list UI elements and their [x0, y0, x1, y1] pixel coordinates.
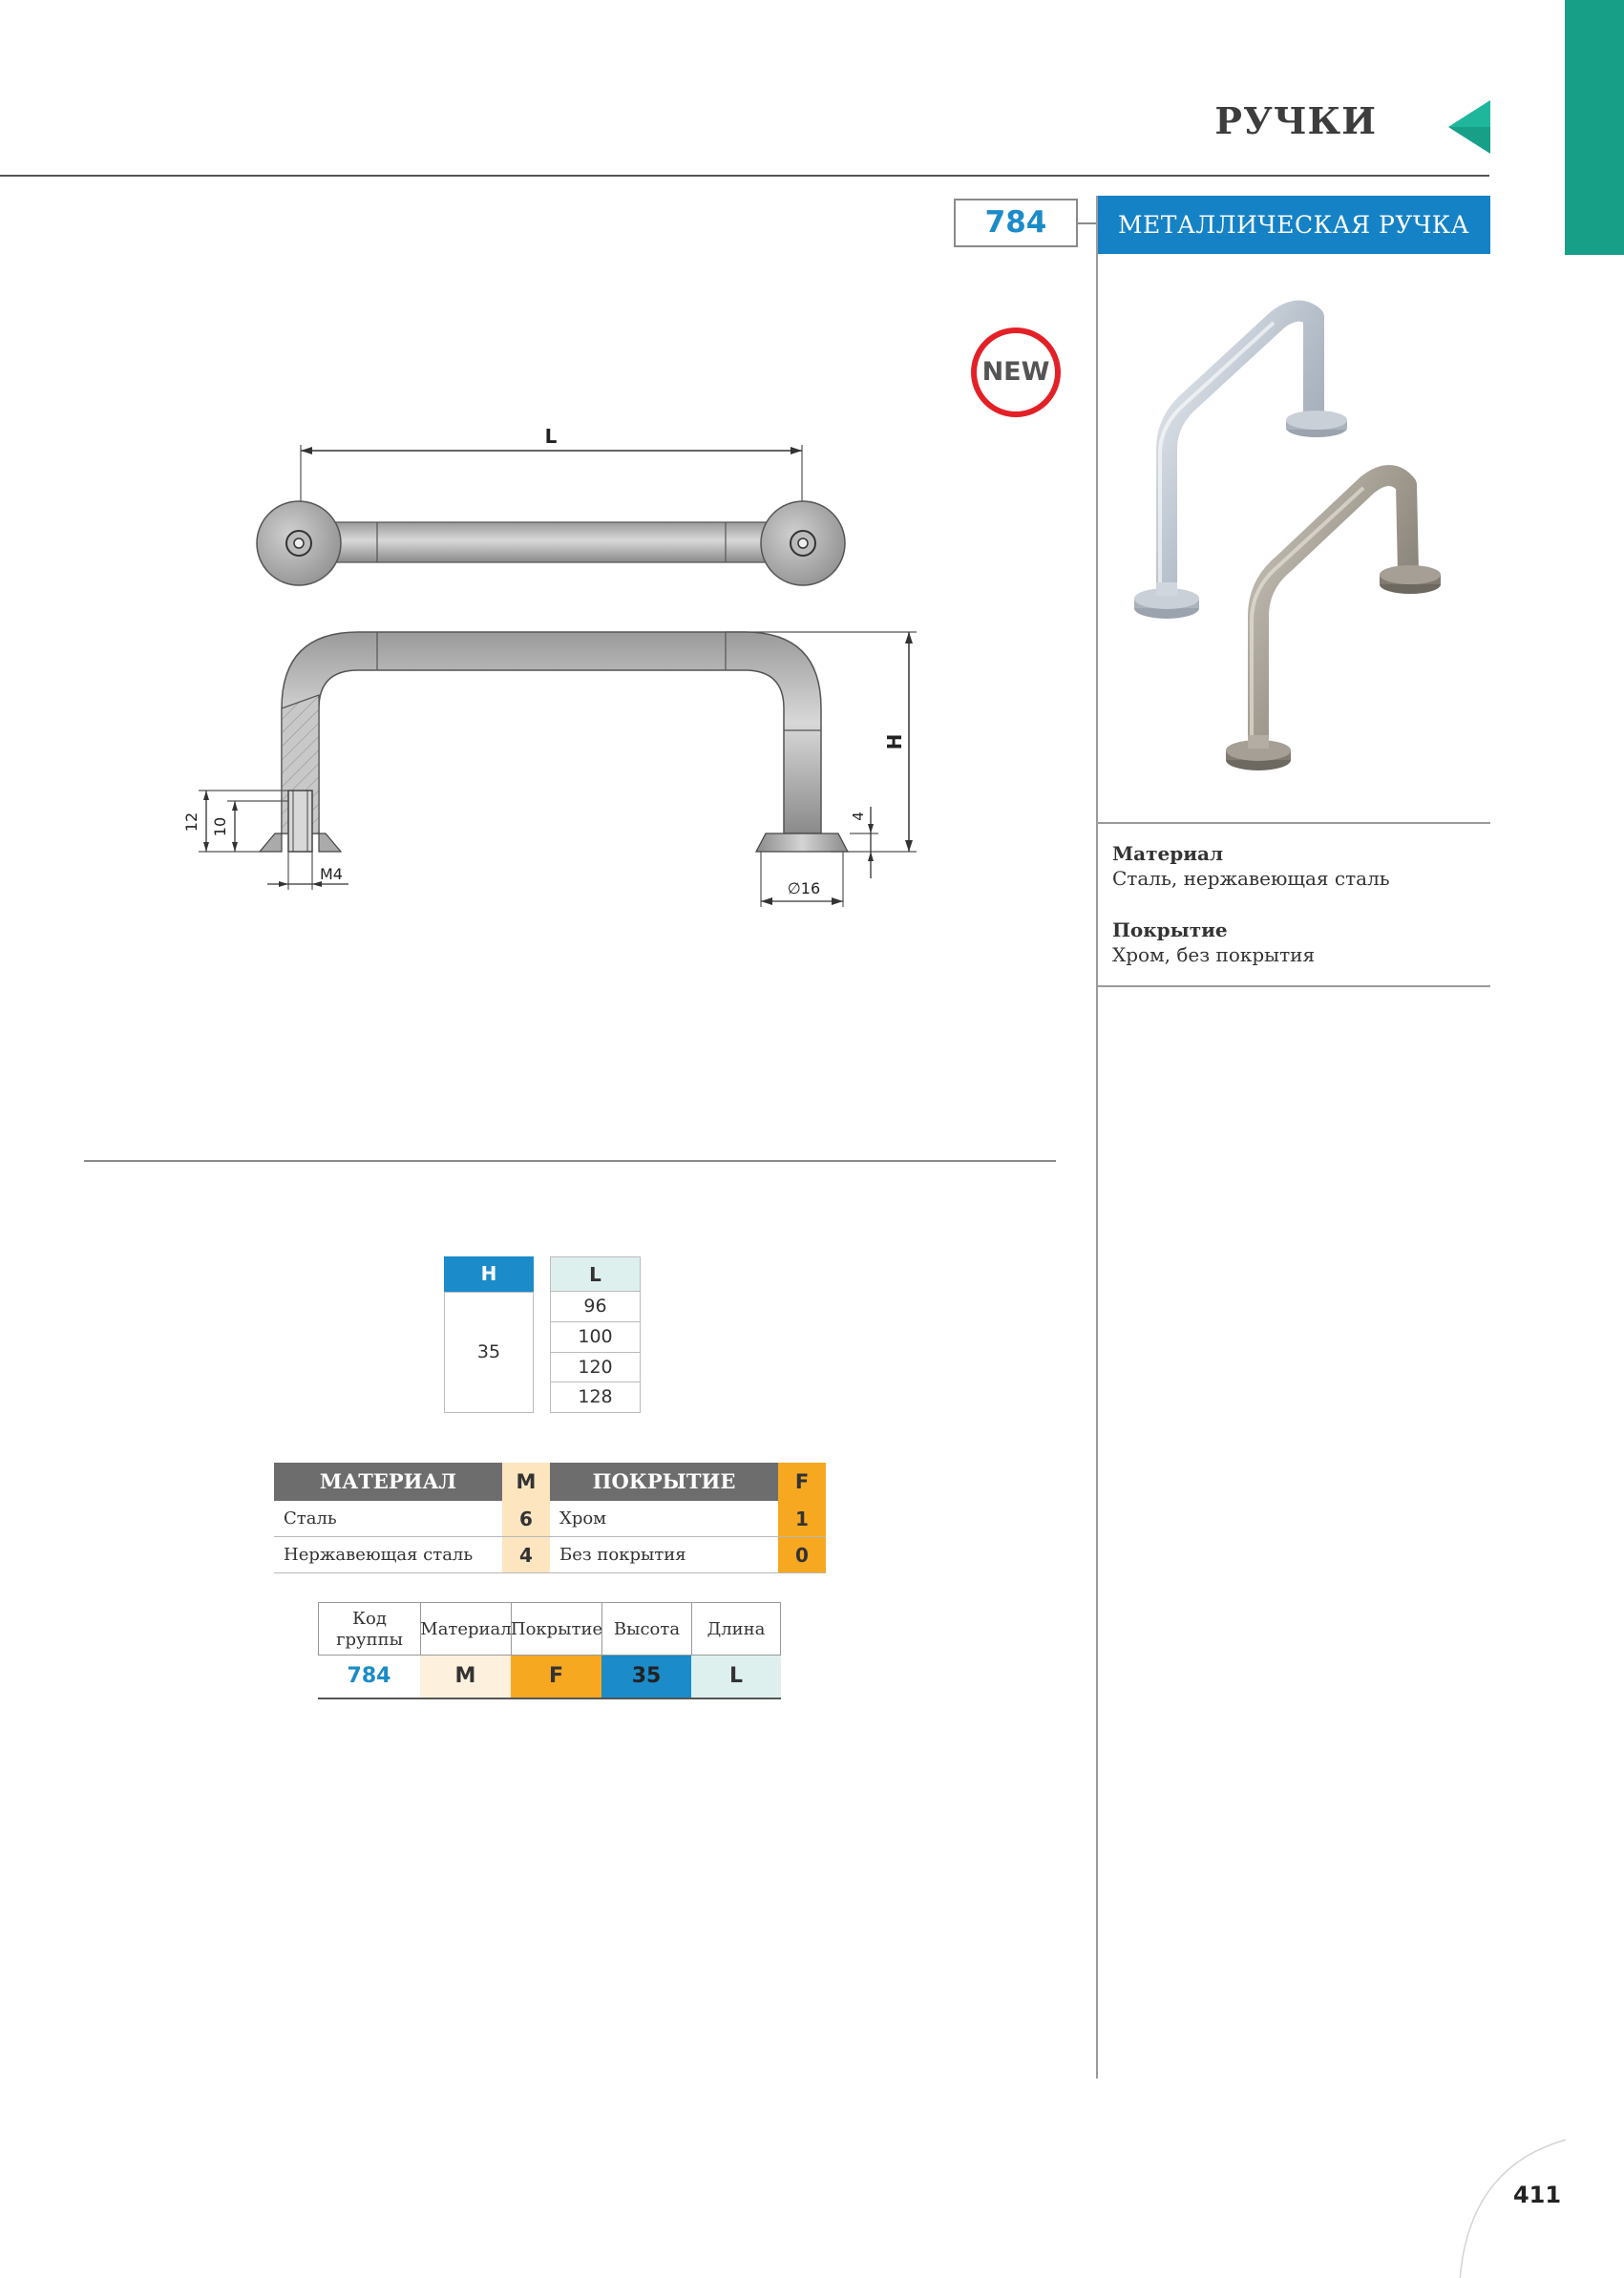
order-header-coating: Покрытие: [511, 1603, 601, 1656]
column-divider: [1096, 196, 1098, 2078]
coating-name: Хром: [550, 1501, 778, 1537]
size-table-l-cell: 100: [550, 1322, 641, 1353]
section-tab: [1565, 0, 1624, 255]
dim-label-10: 10: [211, 816, 229, 837]
coating-code: 0: [778, 1537, 826, 1573]
size-table-l-cell: 120: [550, 1353, 641, 1383]
spec-coating-label: Покрытие: [1112, 918, 1228, 941]
coating-code: 1: [778, 1501, 826, 1537]
material-name: Нержавеющая сталь: [274, 1537, 502, 1573]
code-connector: [1078, 222, 1097, 224]
coating-table-header: ПОКРЫТИЕ: [550, 1463, 778, 1501]
size-table-h-value: 35: [476, 1341, 501, 1362]
dim-label-4: 4: [850, 812, 867, 821]
section-divider: [84, 1160, 1056, 1162]
size-table-l-cell: 128: [550, 1382, 641, 1413]
spec-divider: [1098, 822, 1490, 824]
order-header-height: Высота: [601, 1603, 691, 1656]
product-name: МЕТАЛЛИЧЕСКАЯ РУЧКА: [1097, 196, 1490, 254]
page-corner-decoration: [1451, 2139, 1624, 2278]
section-arrow-icon: [1446, 98, 1494, 156]
technical-drawing: [172, 411, 936, 926]
order-table-bottom-rule: [318, 1698, 781, 1699]
dim-label-m4: M4: [320, 865, 343, 883]
spec-divider: [1098, 985, 1490, 987]
dim-label-h: H: [883, 733, 906, 750]
order-value-length: L: [691, 1656, 781, 1698]
order-header-length: Длина: [691, 1603, 781, 1656]
order-header-group: Код группы: [318, 1603, 420, 1656]
dim-label-l: L: [544, 425, 558, 448]
spec-material-value: Сталь, нержавеющая сталь: [1112, 867, 1390, 890]
material-code: 6: [502, 1501, 550, 1537]
order-value-height: 35: [601, 1656, 691, 1698]
spec-material-label: Материал: [1112, 842, 1224, 865]
coating-code-header: F: [778, 1463, 826, 1501]
size-table-l-cell: 96: [550, 1292, 641, 1322]
top-view: [257, 445, 845, 585]
order-value-material: M: [420, 1656, 511, 1698]
order-header-material: Материал: [420, 1603, 511, 1656]
dim-label-diameter: ∅16: [787, 879, 821, 897]
page-number: 411: [1512, 2182, 1562, 2208]
material-name: Сталь: [274, 1501, 502, 1537]
material-code: 4: [502, 1537, 550, 1573]
section-title: РУЧКИ: [1214, 99, 1377, 142]
product-code: 784: [954, 199, 1078, 247]
size-table-h-header: H: [444, 1256, 534, 1292]
new-badge: NEW: [971, 327, 1061, 417]
side-view: [199, 632, 917, 907]
material-code-header: M: [502, 1463, 550, 1501]
order-value-group: 784: [347, 1664, 391, 1688]
material-table-header: МАТЕРИАЛ: [274, 1463, 502, 1501]
size-table-l-header: L: [550, 1256, 641, 1292]
coating-name: Без покрытия: [550, 1537, 778, 1573]
header-divider: [0, 175, 1489, 177]
product-photo: [1117, 286, 1499, 792]
order-value-coating: F: [511, 1656, 601, 1698]
spec-coating-value: Хром, без покрытия: [1112, 943, 1316, 966]
dim-label-12: 12: [182, 812, 200, 833]
